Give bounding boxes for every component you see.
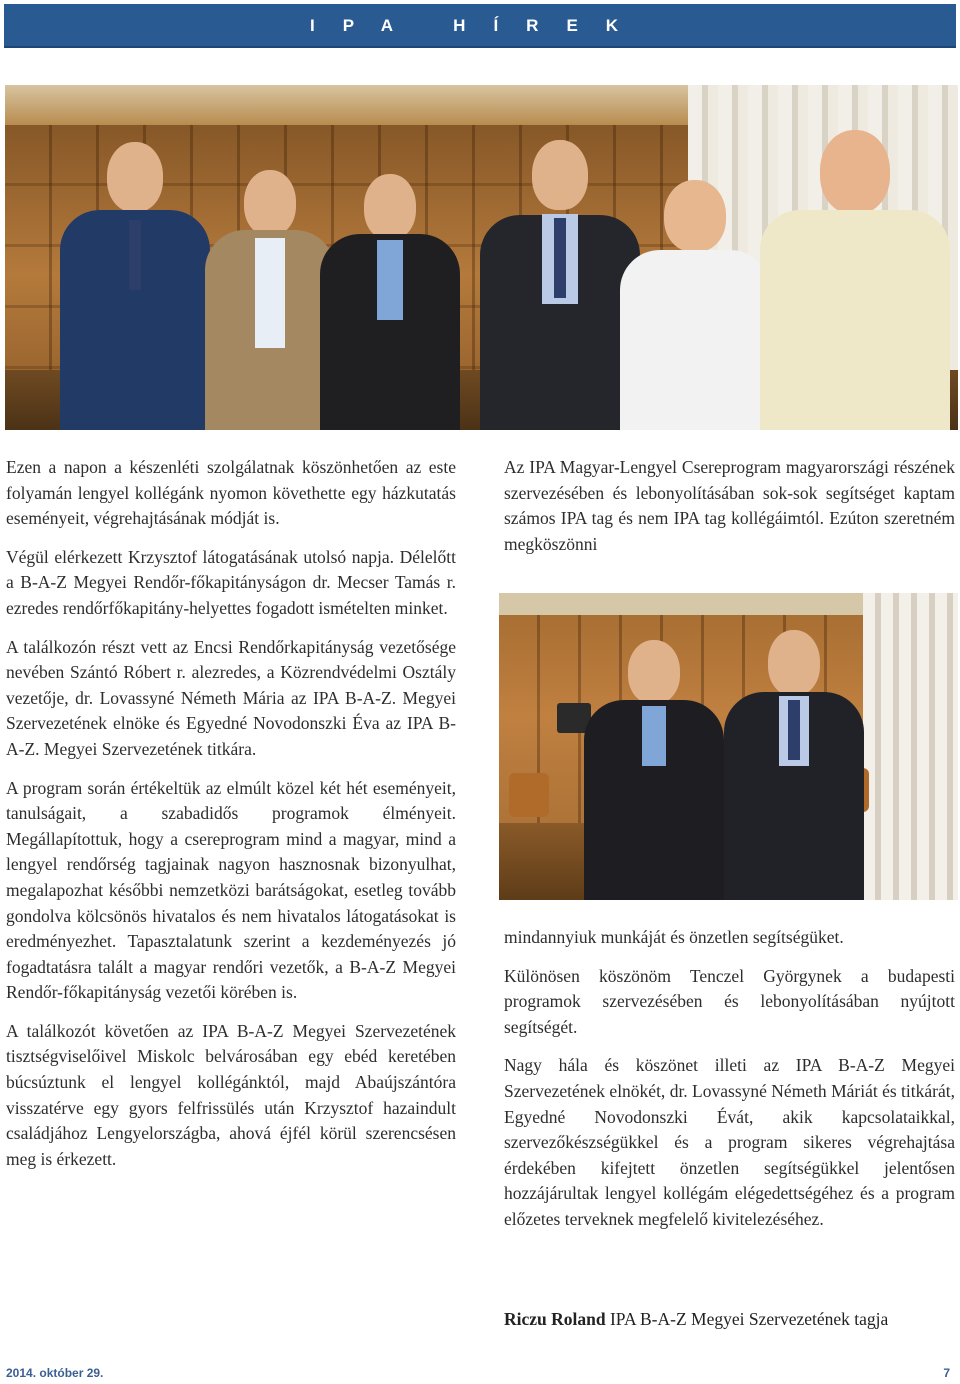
left-column <box>6 455 456 1185</box>
person-dark-suit-1 <box>320 130 460 430</box>
person-dark-suit-2 <box>480 110 640 430</box>
author-signature <box>504 1309 955 1330</box>
header-bar <box>4 4 956 48</box>
right-column-bottom <box>504 925 955 1246</box>
left-paragraph-2: Végül elérkezett Krzysztof látogatásának utolsó napja. Délelőtt a B-A-Z Megyei Rendőr-főkapitányságon dr. Mecser Tamás r. ezredes rendőrfőkapitány-helyettes fogadott ismételten minket. <box>6 546 456 618</box>
page-number: 7 <box>943 1366 950 1380</box>
window-curtain-2 <box>863 593 958 900</box>
left-paragraph-1: Ezen a napon a készenléti szolgálatnak köszönhetően az este folyamán lengyel kollégánk nyomon követhette egy házkutatás eseményeit, végrehajtásának módját is. <box>6 457 456 529</box>
page-header-title: IPA HÍREK <box>310 16 647 35</box>
person-uniform <box>60 120 210 430</box>
right-paragraph-3: Különösen köszönöm Tenczel Györgynek a budapesti programok szervezésében és lebonyolításában nyújtott segítségét. <box>504 965 955 1037</box>
author-name: Riczu Roland <box>504 1309 606 1329</box>
person-beige-jacket <box>205 130 335 430</box>
right-column-top <box>504 455 955 570</box>
person-right-handshake <box>724 630 864 900</box>
author-role: IPA B-A-Z Megyei Szervezetének tagja <box>609 1309 889 1329</box>
right-paragraph-2: mindannyiuk munkáját és önzetlen segítségüket. <box>504 927 844 947</box>
person-cream-top <box>760 120 950 430</box>
handshake-photo <box>499 593 958 900</box>
person-white-blouse <box>620 190 770 430</box>
group-photo <box>5 85 958 430</box>
right-paragraph-4: Nagy hála és köszönet illeti az IPA B-A-Z Megyei Szervezetének elnökét, dr. Lovassyné Németh Máriát és titkárát, Egyedné Novodonszki Évát, akik kapcsolataikkal, szervezőkészségükkel és a program sikeres végrehajtása érdekében kifejtett önzetlen segítségükkel jelentősen hozzájárultak lengyel kollégám elégedettségéhez és a program előzetes terveknek megfelelő kivitelezéséhez. <box>504 1055 955 1229</box>
left-paragraph-4: A program során értékeltük az elmúlt közel két hét eseményeit, tanulságait, a szabadidős programok élményeit. Megállapítottuk, hogy a csereprogram mind a magyar, mind a lengyel rendőrség tagjainak nagyon hasznosnak bizonyulhat, megalapozhat későbbi nemzetközi barátságokat, esetleg tovább gondolva kölcsönös hivatalos és nem hivatalos látogatásokat is eredményezhet. Tapasztalatunk szerint a kezdeményezés jó fogadtatásra talált a magyar rendőri vezetők, a B-A-Z Megyei Rendőr-főkapitányság vezetői körében is. <box>6 777 456 1003</box>
chair <box>509 773 549 817</box>
person-left-handshake <box>584 640 724 900</box>
footer-date: 2014. október 29. <box>6 1366 104 1380</box>
left-paragraph-3: A találkozón részt vett az Encsi Rendőrkapitányság vezetősége nevében Szántó Róbert r. alezredes, a Közrendvédelmi Osztály vezetője, dr. Lovassyné Németh Mária az IPA B-A-Z. Megyei Szervezetének elnöke és Egyedné Novodonszki Éva az IPA B-A-Z. Megyei Szervezetének titkára. <box>6 636 456 759</box>
right-paragraph-1: Az IPA Magyar-Lengyel Csereprogram magyarországi részének szervezésében és lebonyolításában sok-sok segítséget kaptam számos IPA tag és nem IPA tag kollégáimtól. Ezúton szeretném megköszönni <box>504 457 955 554</box>
left-paragraph-5: A találkozót követően az IPA B-A-Z Megyei Szervezetének tisztségviselőivel Miskolc belvárosában egy ebéd keretében búcsúztunk el lengyel kollégánktól, majd Abaújszántóra visszatérve egy gyors felfrissülés után Krzysztof hazaindult családjához Lengyelországba, ahová éjfél körül szerencsésen meg is érkezett. <box>6 1020 456 1169</box>
